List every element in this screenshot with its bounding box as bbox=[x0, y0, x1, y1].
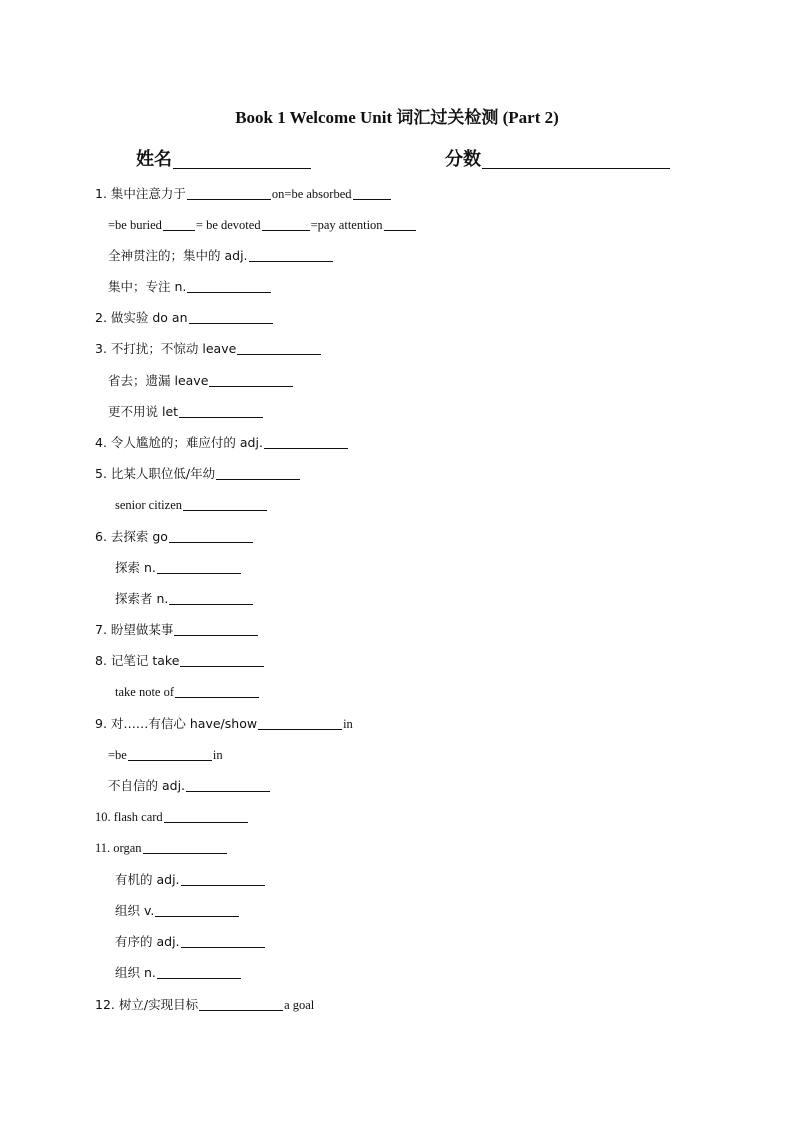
answer-blank[interactable] bbox=[155, 902, 239, 917]
vocab-item bbox=[115, 495, 268, 513]
vocab-item bbox=[115, 932, 266, 950]
item-text: = be devoted bbox=[195, 218, 261, 232]
item-text: 集中；专注 n. bbox=[108, 279, 187, 294]
vocab-item bbox=[95, 807, 249, 825]
item-text: senior citizen bbox=[115, 498, 182, 512]
item-text: in bbox=[212, 748, 223, 762]
item-text: take note of bbox=[115, 685, 175, 699]
item-text: =be bbox=[108, 748, 127, 762]
answer-blank[interactable] bbox=[175, 683, 259, 698]
item-text: 4. 令人尴尬的；难应付的 adj. bbox=[95, 435, 263, 450]
item-text: 3. 不打扰；不惊动 leave bbox=[95, 341, 237, 356]
item-text: =be buried bbox=[108, 218, 162, 232]
answer-blank[interactable] bbox=[264, 434, 348, 449]
answer-blank[interactable] bbox=[353, 185, 391, 200]
score-field bbox=[445, 145, 670, 171]
item-text: on=be absorbed bbox=[271, 187, 352, 201]
vocab-item bbox=[95, 464, 301, 482]
vocab-item bbox=[95, 184, 392, 202]
answer-blank[interactable] bbox=[187, 278, 271, 293]
vocab-item bbox=[95, 620, 259, 638]
vocab-item bbox=[115, 682, 260, 700]
item-text: 6. 去探索 go bbox=[95, 529, 168, 544]
answer-blank[interactable] bbox=[157, 964, 241, 979]
vocab-item bbox=[95, 714, 353, 732]
item-text: =pay attention bbox=[310, 218, 383, 232]
item-text: 探索 n. bbox=[115, 560, 156, 575]
answer-blank[interactable] bbox=[128, 746, 212, 761]
answer-blank[interactable] bbox=[163, 216, 195, 231]
answer-blank[interactable] bbox=[181, 933, 265, 948]
vocab-item bbox=[108, 745, 223, 763]
answer-blank[interactable] bbox=[169, 590, 253, 605]
vocab-item bbox=[95, 527, 254, 545]
answer-blank[interactable] bbox=[187, 185, 271, 200]
answer-blank[interactable] bbox=[164, 808, 248, 823]
item-text: 5. 比某人职位低/年幼 bbox=[95, 466, 216, 481]
item-text: in bbox=[343, 717, 353, 731]
vocab-item bbox=[95, 339, 322, 357]
vocab-item bbox=[95, 995, 314, 1013]
item-text: 有机的 adj. bbox=[115, 872, 180, 887]
vocab-item bbox=[108, 277, 272, 295]
answer-blank[interactable] bbox=[180, 652, 264, 667]
name-blank[interactable] bbox=[173, 148, 311, 169]
answer-blank[interactable] bbox=[189, 309, 273, 324]
vocab-item bbox=[115, 558, 242, 576]
answer-blank[interactable] bbox=[216, 465, 300, 480]
vocab-item bbox=[95, 838, 228, 856]
vocab-item bbox=[115, 963, 242, 981]
vocab-item bbox=[108, 371, 294, 389]
answer-blank[interactable] bbox=[237, 340, 321, 355]
item-text: 组织 v. bbox=[115, 903, 155, 918]
answer-blank[interactable] bbox=[183, 496, 267, 511]
answer-blank[interactable] bbox=[209, 372, 293, 387]
item-text: 11. organ bbox=[95, 841, 142, 855]
item-text: 探索者 n. bbox=[115, 591, 169, 606]
answer-blank[interactable] bbox=[262, 216, 310, 231]
vocab-item bbox=[115, 870, 266, 888]
answer-blank[interactable] bbox=[384, 216, 416, 231]
item-text: 8. 记笔记 take bbox=[95, 653, 180, 668]
answer-blank[interactable] bbox=[199, 996, 283, 1011]
vocab-item bbox=[95, 651, 265, 669]
item-text: 7. 盼望做某事 bbox=[95, 622, 174, 637]
item-text: 1. 集中注意力于 bbox=[95, 186, 186, 201]
item-text: a goal bbox=[284, 998, 315, 1012]
name-label: 姓名 bbox=[136, 149, 172, 170]
item-text: 不自信的 adj. bbox=[108, 778, 186, 793]
item-text: 12. 树立/实现目标 bbox=[95, 997, 199, 1012]
vocab-item bbox=[108, 402, 264, 420]
answer-blank[interactable] bbox=[249, 247, 333, 262]
vocab-item bbox=[95, 308, 274, 326]
answer-blank[interactable] bbox=[169, 528, 253, 543]
vocab-item bbox=[95, 433, 349, 451]
vocab-item bbox=[115, 901, 240, 919]
page-title: Book 1 Welcome Unit 词汇过关检测 (Part 2) bbox=[235, 108, 559, 127]
answer-blank[interactable] bbox=[157, 559, 241, 574]
answer-blank[interactable] bbox=[174, 621, 258, 636]
item-text: 全神贯注的；集中的 adj. bbox=[108, 248, 248, 263]
item-text: 9. 对……有信心 have/show bbox=[95, 716, 258, 731]
item-text: 省去；遗漏 leave bbox=[108, 373, 209, 388]
answer-blank[interactable] bbox=[181, 871, 265, 886]
answer-blank[interactable] bbox=[179, 403, 263, 418]
vocab-item bbox=[108, 215, 417, 233]
vocab-item bbox=[115, 589, 254, 607]
item-text: 有序的 adj. bbox=[115, 934, 180, 949]
item-text: 组织 n. bbox=[115, 965, 156, 980]
vocab-item bbox=[108, 776, 271, 794]
item-text: 2. 做实验 do an bbox=[95, 310, 188, 325]
vocab-item bbox=[108, 246, 334, 264]
answer-blank[interactable] bbox=[143, 839, 227, 854]
item-text: 更不用说 let bbox=[108, 404, 179, 419]
name-field bbox=[136, 145, 311, 171]
score-blank[interactable] bbox=[482, 148, 670, 169]
score-label: 分数 bbox=[445, 149, 481, 170]
item-text: 10. flash card bbox=[95, 810, 163, 824]
answer-blank[interactable] bbox=[186, 777, 270, 792]
answer-blank[interactable] bbox=[258, 715, 342, 730]
